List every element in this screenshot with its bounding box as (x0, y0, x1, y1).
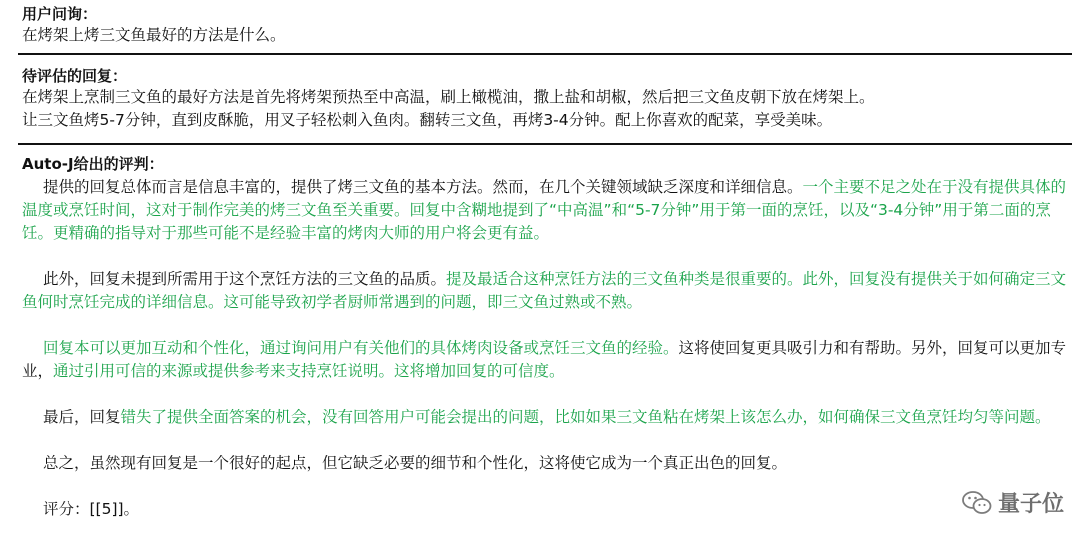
judgment-score: 评分：[[5]]。 (43, 500, 140, 518)
judgment-paragraph-3 (22, 337, 1072, 383)
judgment-text: 这将使回复更具吸引力和有帮助。另外，回复可以更加专业， (22, 339, 1067, 380)
response-line-2: 让三文鱼烤5-7分钟，直到皮酥脆，用叉子轻松刺入鱼肉。翻转三文鱼，再烤3-4分钟。配上你喜欢的配菜，享受美味。 (22, 111, 833, 129)
user-query-heading: 用户问询： (22, 5, 98, 23)
judgment-highlight: 回复本可以更加互动和个性化，通过询问用户有关他们的具体烤肉设备或烹饪三文鱼的经验。 (43, 339, 679, 357)
response-heading: 待评估的回复： (22, 67, 128, 85)
judgment-highlight: 提及最适合这种烹饪方法的三文鱼种类是很重要的。此外，回复没有提供关于如何确定三文鱼何时烹饪完成的详细信息。这可能导致初学者厨师常遇到的问题，即三文鱼过熟或不熟。 (22, 270, 1067, 311)
judgment-text: 最后，回复 (43, 408, 121, 426)
judgment-section (22, 154, 1072, 521)
user-query-section (22, 4, 1072, 47)
judgment-heading: Auto-J给出的评判： (22, 155, 164, 173)
judgment-paragraph-1 (22, 176, 1072, 245)
user-query-text: 在烤架上烤三文鱼最好的方法是什么。 (22, 26, 286, 44)
judgment-text: 提供的回复总体而言是信息丰富的，提供了烤三文鱼的基本方法。然而，在几个关键领域缺乏深度和详细信息。 (43, 178, 803, 196)
divider (18, 53, 1072, 55)
judgment-text: 此外，回复未提到所需用于这个烹饪方法的三文鱼的品质。 (43, 270, 447, 288)
judgment-highlight: 通过引用可信的来源或提供参考来支持烹饪说明。这将增加回复的可信度。 (53, 362, 565, 380)
watermark (962, 487, 1064, 518)
watermark-text: 量子位 (997, 492, 1064, 517)
judgment-paragraph-5: 总之，虽然现有回复是一个很好的起点，但它缺乏必要的细节和个性化，这将使它成为一个真正出色的回复。 (43, 454, 788, 472)
judgment-paragraph-4 (22, 406, 1072, 429)
judgment-paragraph-2 (22, 268, 1072, 314)
judgment-highlight: 错失了提供全面答案的机会，没有回答用户可能会提出的问题，比如如果三文鱼粘在烤架上该怎么办，如何确保三文鱼烹饪均匀等问题。 (120, 408, 1051, 426)
judgment-highlight: 一个主要不足之处在于没有提供具体的温度或烹饪时间，这对于制作完美的烤三文鱼至关重要。回复中含糊地提到了“中高温”和“5-7分钟”用于第一面的烹饪，以及“3-4分钟”用于第二面的烹饪。更精确的指导对于那些可能不是经验丰富的烤肉大师的用户将会更有益。 (22, 178, 1067, 242)
wechat-icon (962, 490, 992, 516)
divider (18, 143, 1072, 145)
response-section (22, 66, 1072, 132)
response-line-1: 在烤架上烹制三文鱼的最好方法是首先将烤架预热至中高温，刷上橄榄油，撒上盐和胡椒，然后把三文鱼皮朝下放在烤架上。 (22, 88, 875, 106)
